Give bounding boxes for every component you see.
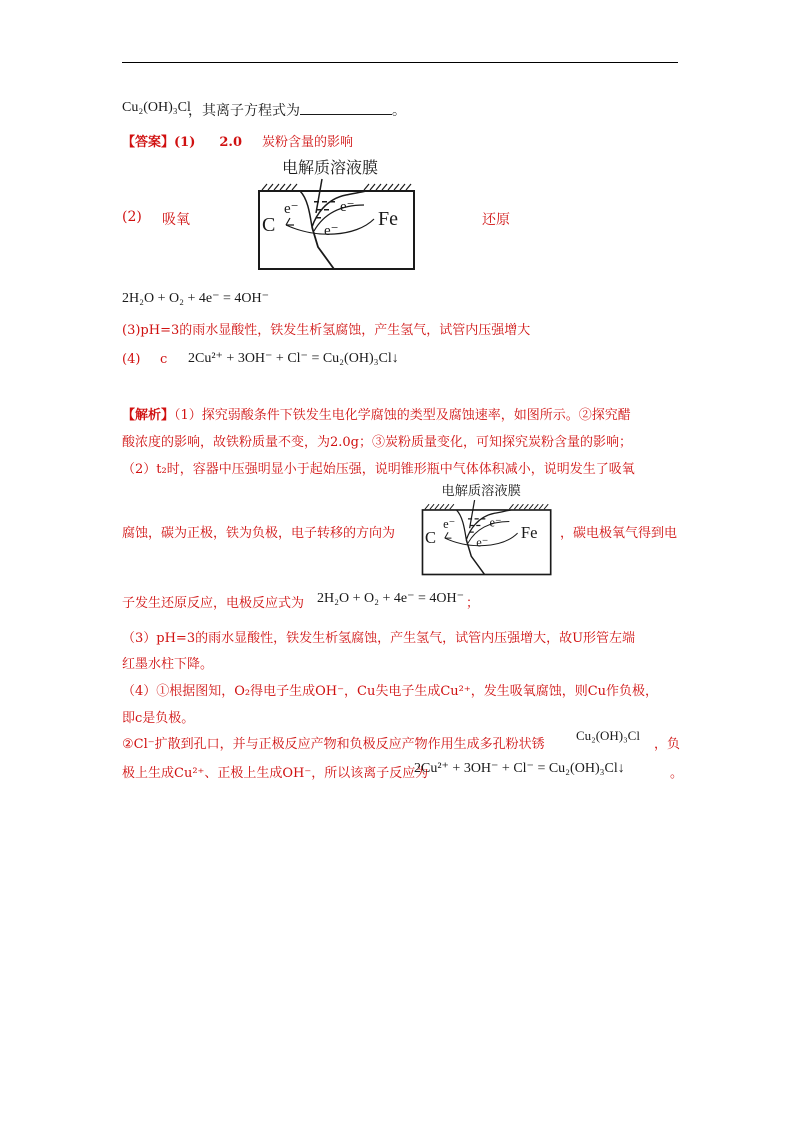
electrode-c-label-2: C (424, 528, 436, 548)
cathode-equation: 2H₂O + O₂ + 4e⁻ = 4OH⁻ (122, 291, 269, 306)
answer-p2-left: 吸氧 (162, 212, 190, 228)
analysis-l4-left: 腐蚀，碳为正极，铁为负极，电子转移的方向为 (122, 526, 396, 541)
question-prompt: ，其离子方程式为 (188, 103, 300, 119)
ion-equation-analysis: 2Cu²⁺ + 3OH⁻ + Cl⁻ = Cu₂(OH)₃Cl↓ (414, 761, 625, 776)
solution-film (300, 191, 366, 227)
electrode-c-label: C (262, 214, 276, 236)
answer-p4-num: (4) (122, 352, 141, 367)
ion-equation-answer: 2Cu²⁺ + 3OH⁻ + Cl⁻ = Cu₂(OH)₃Cl↓ (188, 351, 399, 366)
answer-p1-value: 2.0 (219, 135, 242, 150)
electrode-fe-label-2: Fe (520, 523, 538, 543)
header-rule (122, 62, 678, 63)
analysis-l5-end: ； (466, 596, 480, 611)
analysis-l6: （3）pH=3的雨水显酸性，铁发生析氢腐蚀，产生氢气，试管内压强增大，故U形管左端 (122, 631, 636, 646)
question-end: 。 (392, 103, 406, 119)
pointer-line-2 (470, 500, 475, 528)
answer-blank (300, 102, 392, 115)
analysis-l5-left: 子发生还原反应，电极反应式为 (122, 596, 305, 611)
corrosion-diagram-answer (256, 155, 418, 273)
analysis-l2: 酸浓度的影响，故铁粉质量不变，为2.0g；③炭粉质量变化，可知探究炭粉含量的影响； (122, 435, 632, 450)
diagram-title-2: 电解质溶液膜 (441, 483, 521, 499)
answer-p3: (3)pH=3的雨水显酸性，铁发生析氢腐蚀，产生氢气，试管内压强增大 (122, 323, 531, 338)
answer-tag: 【答案】 (122, 135, 175, 150)
analysis-tag: 【解析】 (122, 408, 175, 423)
analysis-l11-left: 极上生成Cu²⁺、正极上生成OH⁻，所以该离子反应为 (122, 766, 429, 781)
electrode-fe-label: Fe (378, 208, 398, 230)
answer-line-1 (122, 131, 353, 150)
answer-p2-num: (2) (122, 209, 142, 225)
analysis-l10-right: ，负 (654, 737, 681, 752)
hatch-marks-2 (425, 504, 548, 509)
answer-p2-right: 还原 (482, 212, 510, 228)
analysis-l1: （1）探究弱酸条件下铁发生电化学腐蚀的类型及腐蚀速率，如图所示。②探究醋 (174, 408, 631, 423)
analysis-l10-left: ②Cl⁻扩散到孔口，并与正极反应产物和负极反应产物作用生成多孔粉状锈 (122, 737, 545, 752)
arrow-head-icon (286, 218, 294, 225)
electron-label-3: e⁻ (324, 223, 339, 239)
diagram-title: 电解质溶液膜 (282, 160, 379, 177)
electron-label-2: e⁻ (340, 199, 355, 215)
hatch-marks (262, 184, 411, 190)
analysis-l4-right: ，碳电极氧气得到电 (560, 526, 678, 541)
formula-copper-rust-analysis: Cu₂(OH)₃Cl (576, 728, 640, 743)
answer-p1-text: 炭粉含量的影响 (262, 135, 354, 150)
electron-label-1: e⁻ (284, 201, 299, 217)
electron-label-2c: e⁻ (476, 535, 489, 550)
cathode-equation-analysis: 2H₂O + O₂ + 4e⁻ = 4OH⁻ (317, 591, 464, 606)
formula-copper-rust: Cu₂(OH)₃Cl (122, 100, 191, 115)
analysis-l11-end: 。 (670, 766, 684, 781)
analysis-l8: （4）①根据图知，O₂得电子生成OH⁻，Cu失电子生成Cu²⁺，发生吸氧腐蚀，则Cu作负极， (122, 684, 659, 699)
corrosion-diagram-analysis (420, 480, 554, 578)
answer-p4-letter: c (160, 352, 168, 367)
answer-p1-num: (1) (174, 135, 196, 150)
analysis-l3: （2）t₂时，容器中压强明显小于起始压强，说明锥形瓶中气体体积减小，说明发生了吸氧 (122, 462, 635, 477)
arrow-head-icon (445, 532, 452, 538)
analysis-line-1 (122, 404, 631, 423)
analysis-l7: 红墨水柱下降。 (122, 657, 214, 672)
question-text (188, 100, 406, 120)
electron-label-2b: e⁻ (489, 515, 502, 530)
analysis-l9: 即c是负极。 (122, 711, 195, 726)
pointer-line (316, 179, 322, 213)
electron-label-2a: e⁻ (443, 517, 456, 532)
